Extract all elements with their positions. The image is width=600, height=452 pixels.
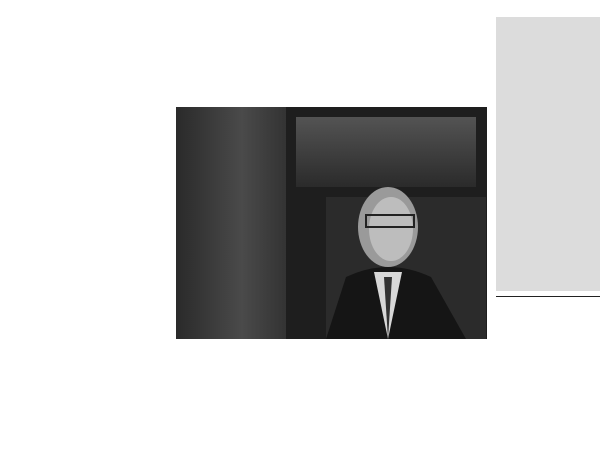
rule-sidebar-bottom [496, 296, 600, 297]
sidebar-box [496, 17, 600, 291]
portrait-figure [176, 107, 487, 339]
author-photo [176, 107, 487, 339]
portrait-face-light [369, 197, 413, 261]
